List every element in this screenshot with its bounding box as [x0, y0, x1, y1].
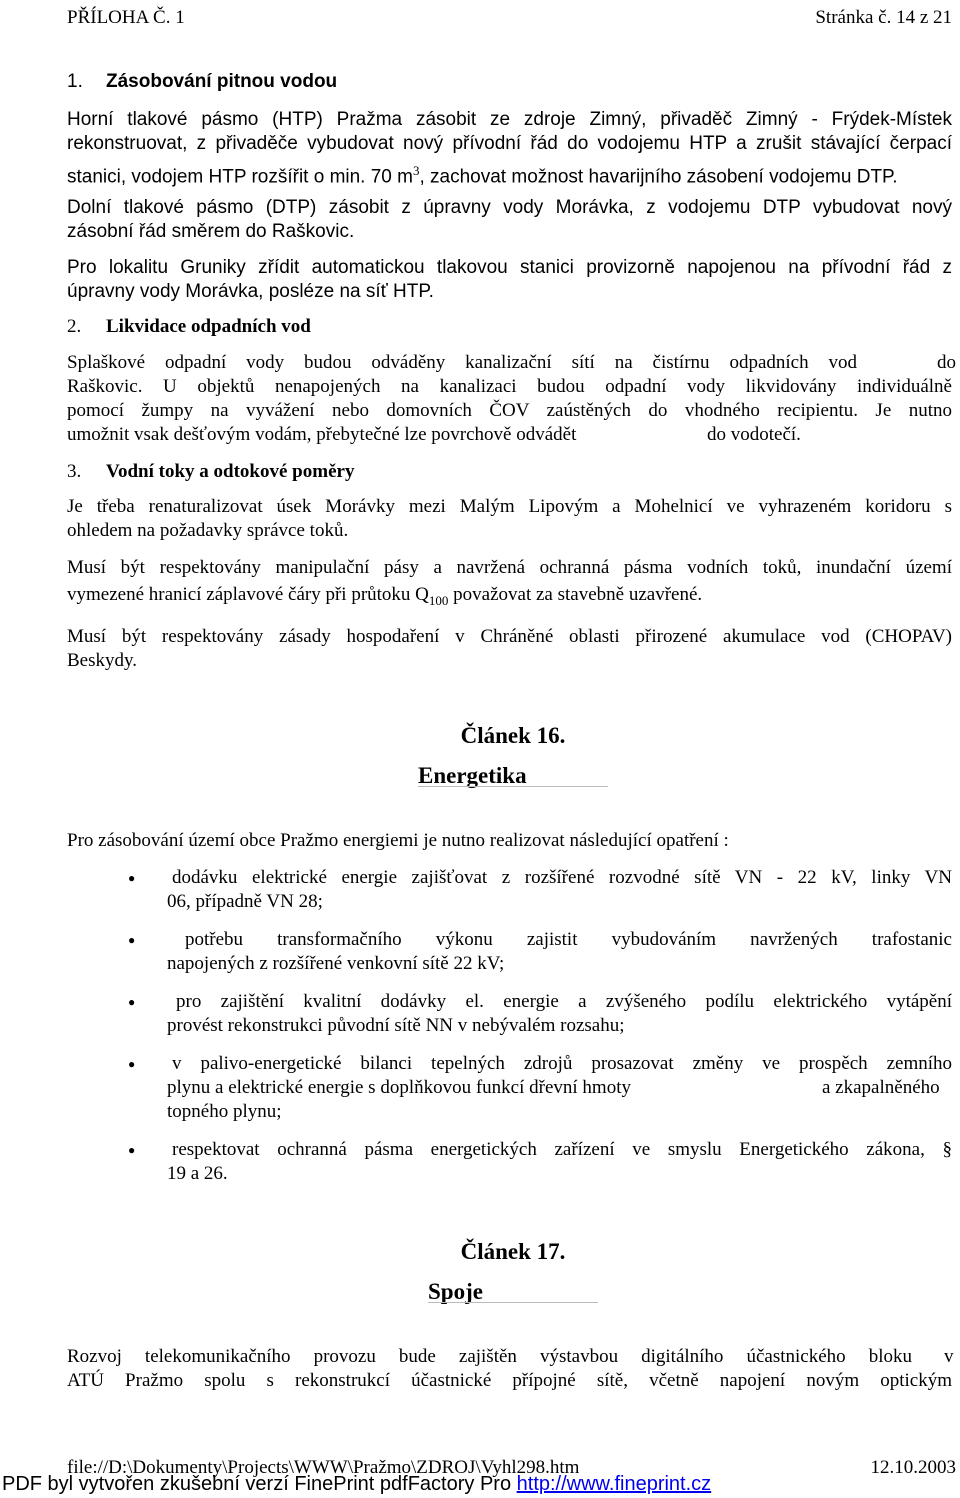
subtitle-underline [418, 786, 608, 787]
paragraph-line: v [944, 1346, 954, 1367]
article-16-subtitle: Energetika [418, 763, 527, 788]
list-item: plynu a elektrické energie s doplňkovou funkcí dřevní hmoty [167, 1077, 631, 1098]
paragraph-line: Dolní tlakové pásmo (DTP) zásobit z úpravny vody Morávka, z vodojemu DTP vybudovat nový [67, 197, 952, 218]
paragraph-line: úpravny vody Morávka, posléze na síť HTP. [67, 281, 434, 302]
paragraph-line: Musí být respektovány zásady hospodaření v Chráněné oblasti přirozené akumulace vod (CHOPAV) [67, 626, 952, 647]
list-item: respektovat ochranná pásma energetických zařízení ve smyslu Energetického zákona, § [172, 1139, 952, 1160]
section-1-number: 1. [67, 71, 83, 92]
paragraph-line: Rozvoj telekomunikačního provozu bude zajištěn výstavbou digitálního účastnického bloku [67, 1346, 912, 1367]
section-2-title: Likvidace odpadních vod [106, 316, 311, 337]
paragraph-line: ATÚ Pražmo spolu s rekonstrukcí účastnické přípojné sítě, včetně napojení novým optickým [67, 1370, 952, 1391]
paragraph-line: do [937, 352, 956, 373]
article-16-title: Článek 16. [460, 723, 566, 748]
subscript: 100 [428, 592, 449, 608]
list-item: v palivo-energetické bilanci tepelných zdrojů prosazovat změny ve prospěch zemního [172, 1053, 952, 1074]
section-1-title: Zásobování pitnou vodou [106, 71, 338, 92]
paragraph-line: zásobní řád směrem do Raškovic. [67, 221, 355, 242]
section-3-number: 3. [67, 461, 82, 482]
list-item: topného plynu; [167, 1101, 282, 1122]
paragraph-line [67, 159, 952, 189]
fineprint-link[interactable]: http://www.fineprint.cz [516, 1473, 712, 1495]
list-item: dodávku elektrické energie zajišťovat z rozšířené rozvodné sítě VN - 22 kV, linky VN [172, 867, 952, 888]
article-17-title: Článek 17. [460, 1239, 566, 1264]
paragraph-line [67, 583, 952, 613]
section-3-title: Vodní toky a odtokové poměry [106, 461, 355, 482]
bullet-icon: ● [128, 995, 136, 1009]
text-segment: vymezené hranicí záplavové čáry při průtoku Q [67, 584, 429, 605]
paragraph-line: Musí být respektovány manipulační pásy a navržená ochranná pásma vodních toků, inundační území [67, 557, 952, 578]
text-segment: považovat za stavebně uzavřené. [448, 584, 703, 605]
paragraph-line: do vodotečí. [707, 424, 801, 445]
paragraph-line: rekonstruovat, z přivaděče vybudovat nový přívodní řád do vodojemu HTP a zrušit stávající čerpací [67, 133, 952, 154]
text-segment: , zachovat možnost havarijního zásobení vodojemu DTP. [419, 166, 898, 188]
watermark-text: PDF byl vytvořen zkušební verzí FinePrint pdfFactory Pro [2, 1473, 517, 1495]
subtitle-underline [428, 1302, 598, 1303]
paragraph-line: Horní tlakové pásmo (HTP) Pražma zásobit ze zdroje Zimný, přivaděč Zimný - Frýdek-Místek [67, 109, 952, 130]
bullet-icon: ● [128, 933, 136, 947]
list-item: provést rekonstrukci původní sítě NN v nebývalém rozsahu; [167, 1015, 625, 1036]
footer-date: 12.10.2003 [870, 1457, 956, 1478]
bullet-icon: ● [128, 1143, 136, 1157]
bullet-icon: ● [128, 1057, 136, 1071]
section-2-number: 2. [67, 316, 82, 337]
list-item: 19 a 26. [167, 1163, 228, 1184]
list-item: a zkapalněného [822, 1077, 940, 1098]
paragraph-line: pomocí žumpy na vyvážení nebo domovních ČOV zaústěných do vhodného recipientu. Je nutno [67, 400, 952, 421]
paragraph-line: Je třeba renaturalizovat úsek Morávky mezi Malým Lipovým a Mohelnicí ve vyhrazeném koridoru s [67, 496, 952, 517]
paragraph-line: ohledem na požadavky správce toků. [67, 520, 349, 541]
list-item: potřebu transformačního výkonu zajistit vybudováním navržených trafostanic [185, 929, 952, 950]
paragraph-line: Pro lokalitu Gruniky zřídit automatickou tlakovou stanici provizorně napojenou na přívodní řád z [67, 257, 952, 278]
list-item: pro zajištění kvalitní dodávky el. energie a zvýšeného podílu elektrického vytápění [176, 991, 952, 1012]
text-segment: stanici, vodojem HTP rozšířit o min. 70 m [67, 166, 413, 188]
paragraph-line: Splaškové odpadní vody budou odváděny kanalizační sítí na čistírnu odpadních vod [67, 352, 857, 373]
bullet-icon: ● [128, 871, 136, 885]
footer-file-path: file://D:\Dokumenty\Projects\WWW\Pražmo\ZDROJ\Vyhl298.htm [67, 1457, 580, 1478]
list-item: 06, případně VN 28; [167, 891, 323, 912]
paragraph-line: Raškovic. U objektů nenapojených na kanalizaci budou odpadní vody likvidovány individuálně [67, 376, 952, 397]
article-17-subtitle: Spoje [428, 1279, 483, 1304]
list-item: napojených z rozšířené venkovní sítě 22 kV; [167, 953, 505, 974]
superscript: 3 [412, 163, 420, 178]
header-left: PŘÍLOHA Č. 1 [67, 7, 185, 28]
paragraph-line: Beskydy. [67, 650, 138, 671]
article-16-intro: Pro zásobování území obce Pražmo energiemi je nutno realizovat následující opatření : [67, 830, 729, 851]
paragraph-line: umožnit vsak dešťovým vodám, přebytečné lze povrchově odvádět [67, 424, 577, 445]
footer-watermark [2, 1472, 711, 1496]
header-page-number: Stránka č. 14 z 21 [815, 7, 952, 28]
